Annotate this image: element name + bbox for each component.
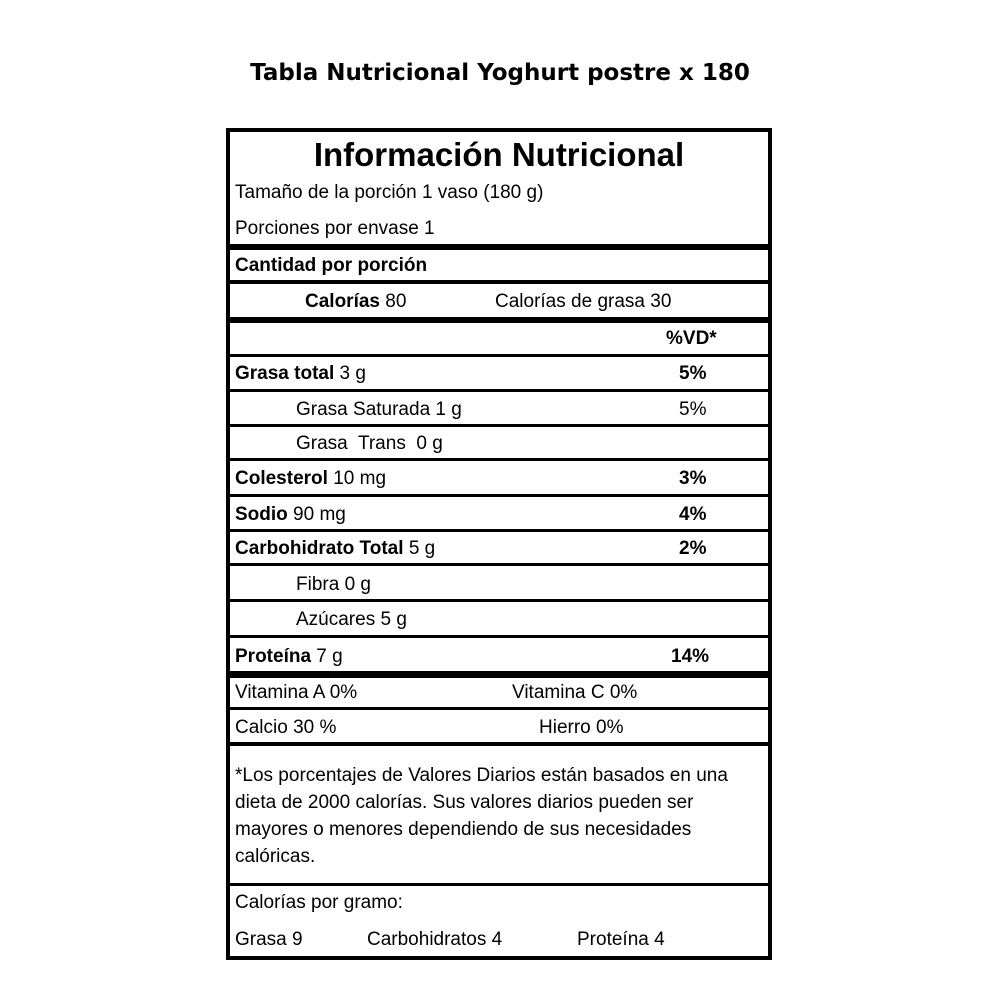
divider [230, 707, 768, 710]
nutrient-amount: 5 g [403, 538, 436, 559]
document-title: Tabla Nutricional Yoghurt postre x 180 [250, 60, 750, 86]
divider [230, 424, 768, 427]
divider [230, 599, 768, 602]
calcium: Calcio 30 % [235, 717, 337, 738]
nutrient-dv: 3% [679, 468, 707, 489]
divider [230, 742, 768, 746]
nutrient-name: Azúcares 5 g [296, 609, 407, 630]
iron: Hierro 0% [539, 717, 624, 738]
nutrient-amount: 90 mg [287, 504, 346, 525]
label-heading: Información Nutricional [313, 136, 685, 173]
per-gram-carbs: Carbohidratos 4 [367, 929, 503, 950]
per-gram-fat: Grasa 9 [235, 929, 303, 950]
vitamin-c: Vitamina C 0% [512, 682, 638, 703]
vitamin-a: Vitamina A 0% [235, 682, 358, 703]
divider [230, 635, 768, 638]
nutrient-name: Fibra 0 g [296, 574, 371, 595]
nutrient-name: Sodio [235, 504, 288, 525]
calories-label: Calorías [305, 291, 380, 312]
nutrient-name: Proteína [235, 646, 312, 667]
divider [230, 563, 768, 566]
nutrient-dv: 5% [679, 363, 707, 384]
nutrient-name: Colesterol [235, 468, 328, 489]
nutrient-dv: 4% [679, 504, 707, 525]
nutrient-name: Grasa Trans 0 g [296, 433, 443, 454]
divider [230, 671, 768, 678]
nutrient-name: Carbohidrato Total [235, 538, 404, 559]
calories-from-fat: Calorías de grasa 30 [495, 291, 672, 312]
nutrient-name: Grasa total [235, 363, 335, 384]
nutrient-dv: 2% [679, 538, 707, 559]
divider [230, 883, 768, 886]
amount-per-serving: Cantidad por porción [235, 255, 428, 276]
calories-per-gram-label: Calorías por gramo: [235, 892, 403, 913]
nutrient-amount: 7 g [311, 646, 343, 667]
calories-value: 80 [379, 291, 407, 312]
footnote: *Los porcentajes de Valores Diarios están basados en una dieta de 2000 calorías. Sus valores diarios pueden ser mayores o menores dependiendo de sus necesidades calóricas. [235, 765, 728, 867]
nutrient-name: Grasa Saturada 1 g [296, 399, 462, 420]
divider [230, 458, 768, 461]
nutrient-dv: 5% [679, 399, 707, 420]
divider [230, 244, 768, 250]
divider [230, 494, 768, 497]
dv-header: %VD* [666, 328, 717, 349]
divider [230, 317, 768, 323]
divider [230, 529, 768, 532]
divider [230, 280, 768, 284]
nutrient-amount: 10 mg [327, 468, 387, 489]
serving-size: Tamaño de la porción 1 vaso (180 g) [235, 182, 544, 203]
servings-per-container: Porciones por envase 1 [235, 218, 435, 239]
nutrient-amount: 3 g [334, 363, 366, 384]
nutrition-facts-label [226, 128, 772, 960]
divider [230, 354, 768, 357]
per-gram-protein: Proteína 4 [577, 929, 665, 950]
nutrient-dv: 14% [671, 646, 710, 667]
divider [230, 389, 768, 392]
